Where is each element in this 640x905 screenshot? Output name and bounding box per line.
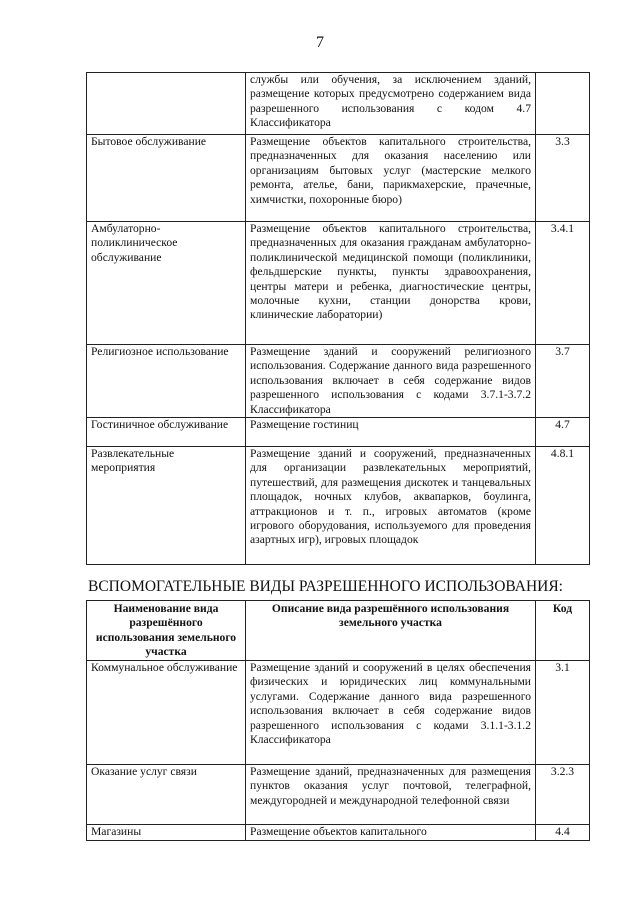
column-header-description: Описание вида разрешённого использования земельного участка	[246, 601, 536, 661]
table-row	[87, 222, 590, 345]
use-name-cell: Амбулаторно-поликлиническое обслуживание	[87, 222, 246, 345]
use-description-cell: Размещение объектов капитального строительства, предназначенных для оказания населению или организациям бытовых услуг (мастерские мелкого ремонта, ателье, бани, парикмахерские, прачечные, химчистки, похоронные бюро)	[246, 135, 536, 222]
use-code-cell: 3.7	[536, 345, 590, 418]
use-name-cell: Гостиничное обслуживание	[87, 418, 246, 447]
page-number: 7	[316, 34, 324, 51]
use-description-cell: Размещение объектов капитального строительства, предназначенных для оказания гражданам амбулаторно-поликлинической медицинской помощи (поликлиники, фельдшерские пункты, пункты здравоохранения, центры матери и ребенка, диагностические центры, молочные кухни, станции донорства крови, клинические лаборатории)	[246, 222, 536, 345]
use-code-cell: 3.3	[536, 135, 590, 222]
auxiliary-uses-heading: ВСПОМОГАТЕЛЬНЫЕ ВИДЫ РАЗРЕШЕННОГО ИСПОЛЬЗОВАНИЯ:	[88, 578, 563, 595]
use-description-cell: Размещение объектов капитального	[246, 825, 536, 841]
table-row	[87, 418, 590, 447]
use-description-cell: Размещение зданий и сооружений в целях обеспечения физических и юридических лиц коммунальными услугами. Содержание данного вида разрешенного использования включает в себя содержание видов разрешенного использования с кодами 3.1.1-3.1.2 Классификатора	[246, 661, 536, 765]
use-code-cell: 3.2.3	[536, 765, 590, 825]
use-name-cell: Развлекательные мероприятия	[87, 447, 246, 565]
use-description-cell: Размещение гостиниц	[246, 418, 536, 447]
use-name-cell	[87, 73, 246, 135]
use-code-cell: 4.7	[536, 418, 590, 447]
use-code-cell: 3.1	[536, 661, 590, 765]
use-code-cell: 3.4.1	[536, 222, 590, 345]
use-name-cell: Бытовое обслуживание	[87, 135, 246, 222]
permitted-uses-table-continued	[86, 72, 590, 565]
auxiliary-uses-table	[86, 600, 590, 841]
use-code-cell: 4.8.1	[536, 447, 590, 565]
table-header-row	[87, 601, 590, 661]
table-row	[87, 661, 590, 765]
use-description-cell: Размещение зданий, предназначенных для размещения пунктов оказания услуг почтовой, телеграфной, междугородней и международной телефонной связи	[246, 765, 536, 825]
use-description-cell: Размещение зданий и сооружений религиозного использования. Содержание данного вида разрешенного использования включает в себя содержание видов разрешенного использования с кодами 3.7.1-3.7.2 Классификатора	[246, 345, 536, 418]
use-name-cell: Магазины	[87, 825, 246, 841]
use-description-cell: службы или обучения, за исключением зданий, размещение которых предусмотрено содержанием вида разрешенного использования с кодом 4.7 Классификатора	[246, 73, 536, 135]
table-row	[87, 447, 590, 565]
table-row	[87, 135, 590, 222]
table-row	[87, 73, 590, 135]
use-code-cell: 4.4	[536, 825, 590, 841]
use-description-cell: Размещение зданий и сооружений, предназначенных для организации развлекательных мероприятий, путешествий, для размещения дискотек и танцевальных площадок, ночных клубов, аквапарков, боулинга, аттракционов и т. п., игровых автоматов (кроме игрового оборудования, используемого для проведения азартных игр), игровых площадок	[246, 447, 536, 565]
use-name-cell: Коммунальное обслуживание	[87, 661, 246, 765]
use-name-cell: Оказание услуг связи	[87, 765, 246, 825]
column-header-code: Код	[536, 601, 590, 661]
use-name-cell: Религиозное использование	[87, 345, 246, 418]
table-row	[87, 765, 590, 825]
table-row	[87, 825, 590, 841]
table-row	[87, 345, 590, 418]
column-header-name: Наименование вида разрешённого использования земельного участка	[87, 601, 246, 661]
use-code-cell	[536, 73, 590, 135]
